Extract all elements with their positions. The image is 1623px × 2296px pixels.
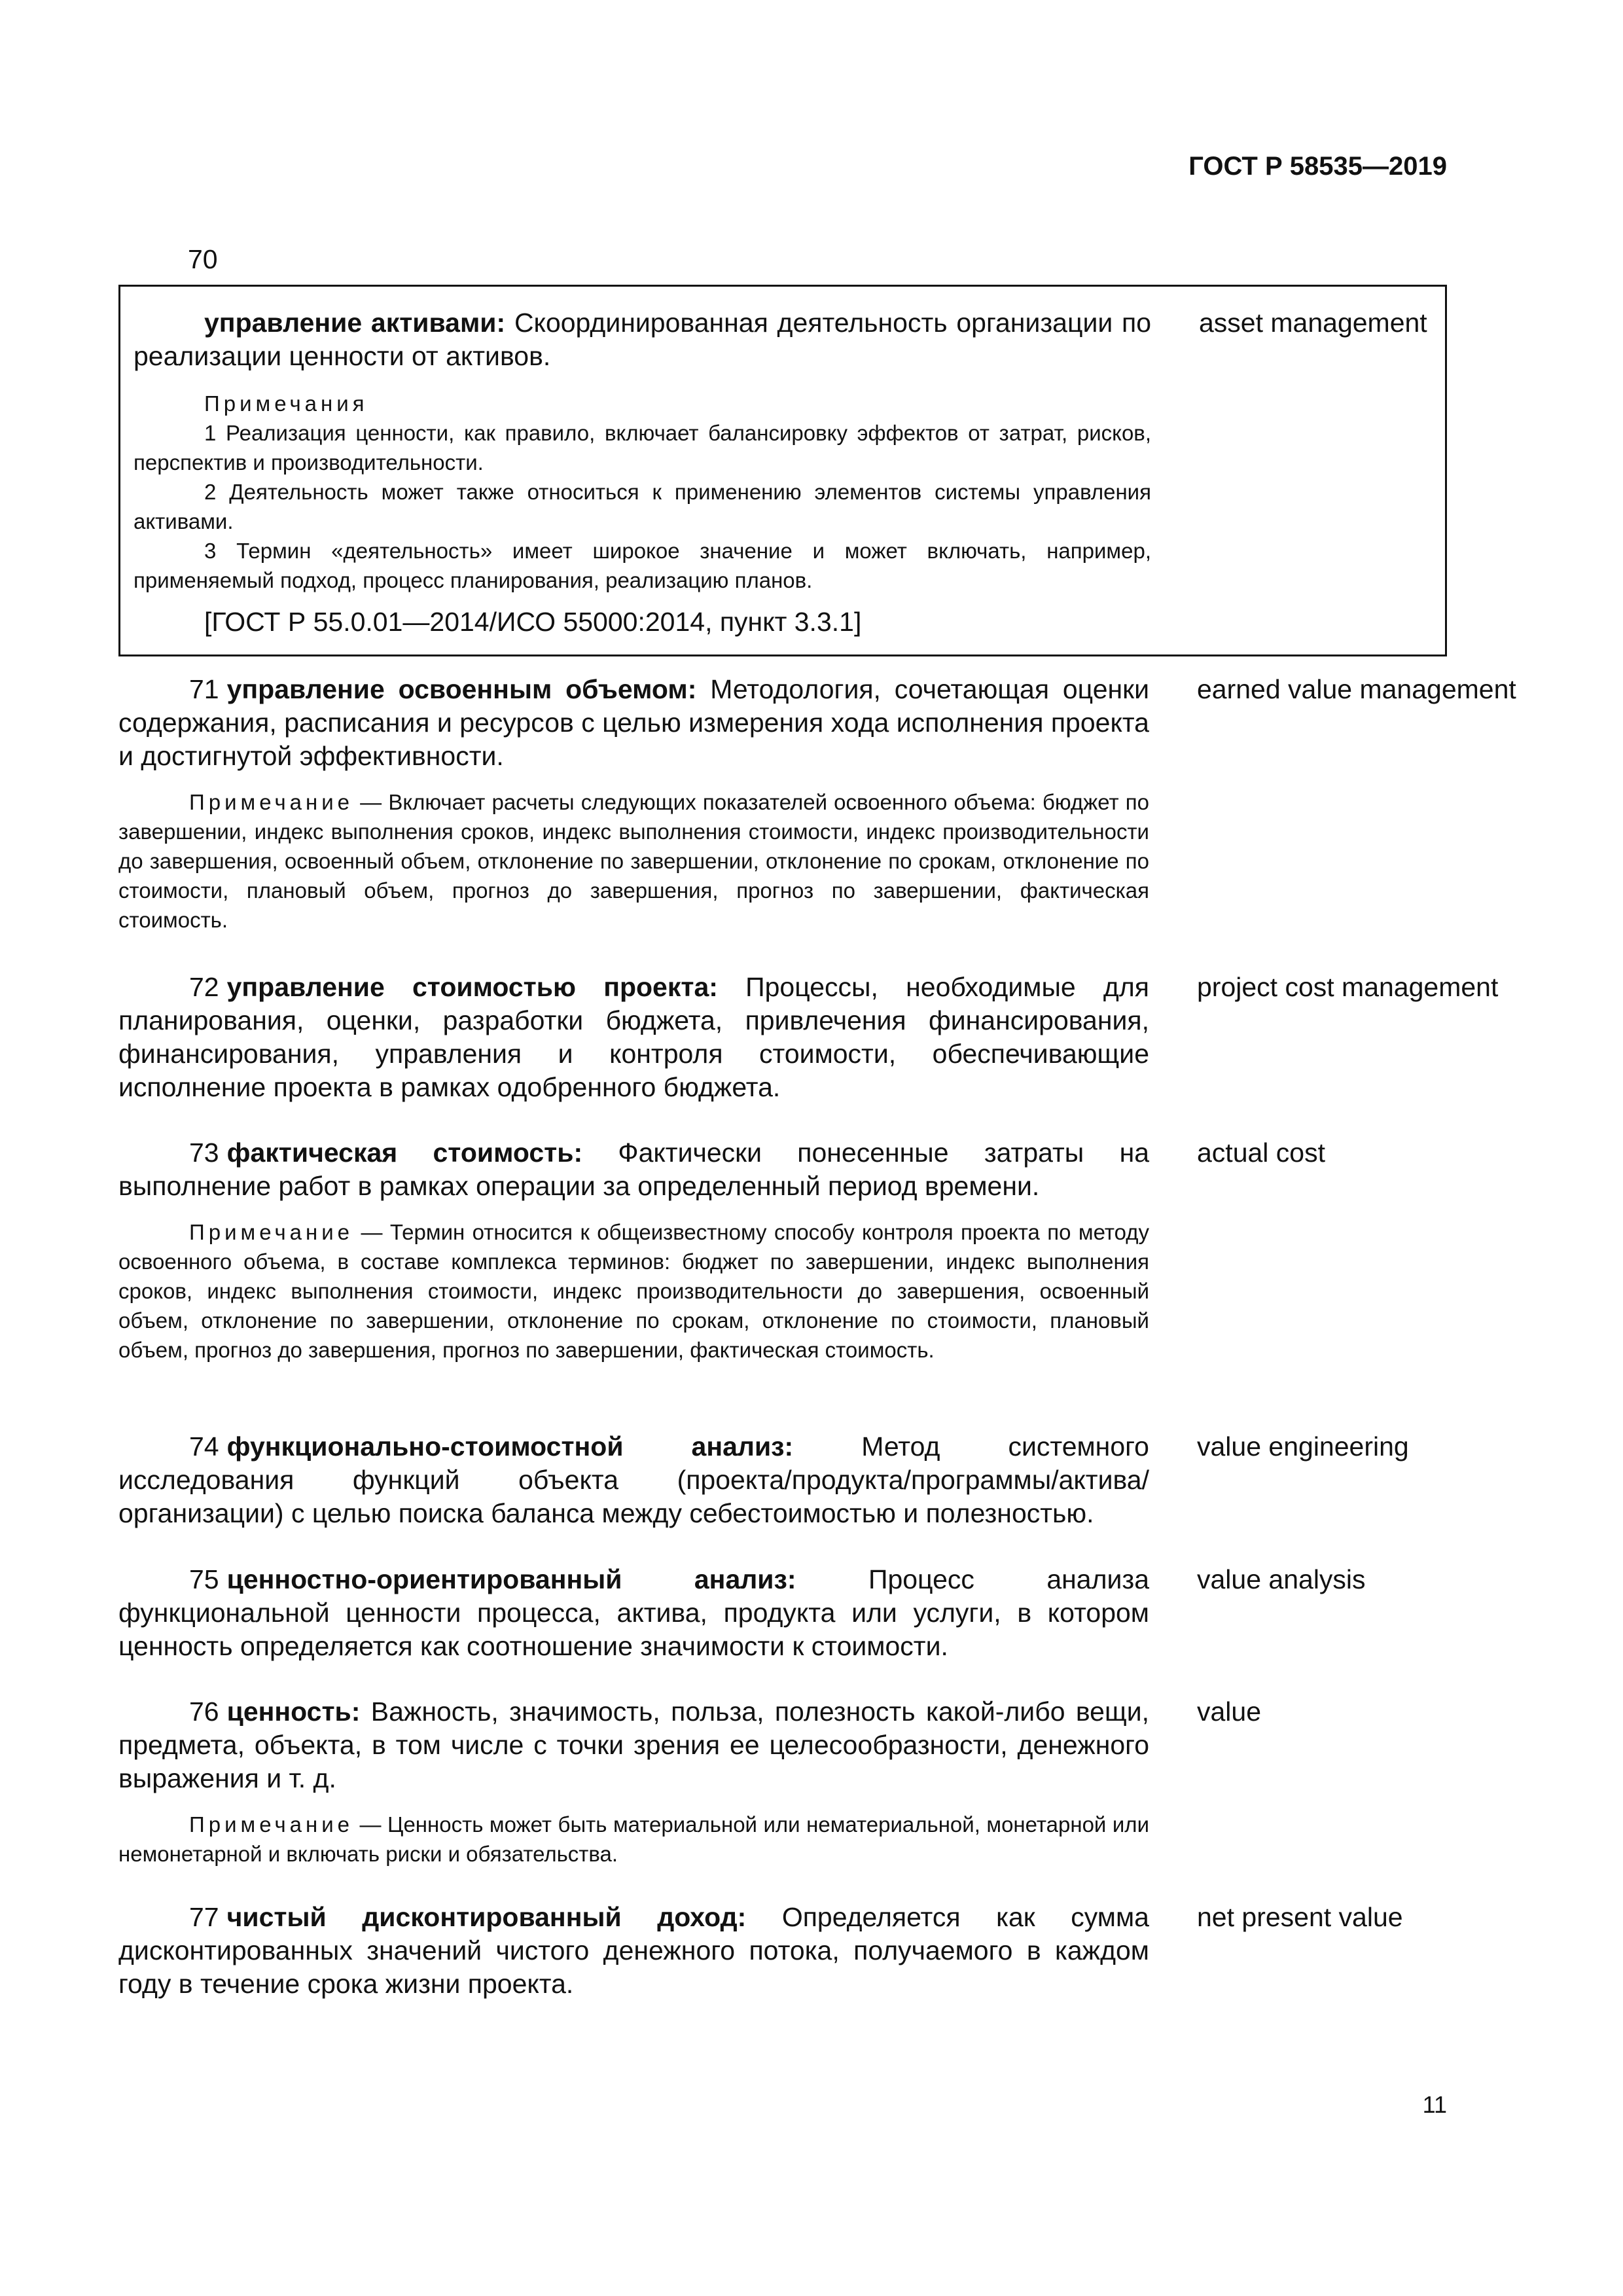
note-label: Примечание xyxy=(189,1220,354,1244)
term-english: value analysis xyxy=(1197,1564,1366,1594)
term-name: управление освоенным объемом: xyxy=(226,674,697,704)
term-russian xyxy=(118,1563,1149,1663)
term-definition: Процесс анализа функциональной ценности процесса, актива, продукта или услуги, в котором ценность определяется как соотношение значимости к стоимости. xyxy=(118,1564,1149,1661)
term-english: value engineering xyxy=(1197,1431,1409,1462)
term-english: net present value xyxy=(1197,1902,1403,1932)
term-russian xyxy=(118,1695,1149,1869)
term-name: фактическая стоимость: xyxy=(226,1138,583,1168)
note-label: Примечание xyxy=(189,790,354,814)
entry-number: 77 xyxy=(189,1902,219,1932)
note-paragraph xyxy=(118,1810,1149,1869)
definition-paragraph xyxy=(118,1136,1149,1203)
document-code: ГОСТ Р 58535—2019 xyxy=(1188,152,1447,181)
note-text: — Термин относится к общеизвестному способу контроля проекта по методу освоенного объема, в составе комплекса терминов: бюджет по завершении, индекс выполнения сроков, индекс выполнения стоимости, индекс производительности до завершения, освоенный объем, отклонение по завершении, отклонение по срокам, отклонение по стоимости, плановый объем, прогноз до завершения, прогноз по завершении, фактическая стоимость. xyxy=(118,1220,1150,1362)
term-definition: Метод системного исследования функций объекта (проекта/продукта/программы/актива/организации) с целью поиска баланса между себестоимостью и полезностью. xyxy=(118,1431,1149,1528)
definition-paragraph xyxy=(118,971,1149,1104)
entry-number: 76 xyxy=(189,1696,219,1727)
note-paragraph xyxy=(118,787,1149,935)
note-text: — Включает расчеты следующих показателей освоенного объема: бюджет по завершении, индекс выполнения сроков, индекс выполнения стоимости, индекс производительности до завершения, освоенный объем, отклонение по завершении, отклонение по срокам, отклонение по стоимости, плановый объем, прогноз до завершения, прогноз по завершении, фактическая стоимость. xyxy=(118,790,1149,932)
note-item: 2 Деятельность может также относиться к применению элементов системы управления активами. xyxy=(134,480,1151,533)
definition-paragraph xyxy=(118,1430,1149,1530)
term-russian xyxy=(118,673,1149,935)
term-english: actual cost xyxy=(1197,1138,1325,1168)
note-text: — Ценность может быть материальной или нематериальной, монетарной или немонетарной и включать риски и обязательства. xyxy=(118,1812,1149,1866)
term-name: чистый дисконтированный доход: xyxy=(226,1902,747,1932)
term-russian xyxy=(118,1136,1149,1365)
definition-paragraph xyxy=(118,1901,1149,2001)
definition-paragraph xyxy=(118,1695,1149,1795)
term-name: управление активами: xyxy=(204,308,506,338)
term-definition: Фактически понесенные затраты на выполнение работ в рамках операции за определенный период времени. xyxy=(118,1138,1150,1201)
entry-number: 74 xyxy=(189,1431,219,1462)
term-english: asset management xyxy=(1199,308,1427,338)
term-name: ценность: xyxy=(226,1696,361,1727)
term-russian xyxy=(134,306,1151,639)
term-name: управление стоимостью проекта: xyxy=(226,972,718,1002)
term-box xyxy=(118,285,1447,656)
definition-paragraph xyxy=(118,673,1149,773)
note-item: 3 Термин «деятельность» имеет широкое значение и может включать, например, применяемый подход, процесс планирования, реализацию планов. xyxy=(134,539,1151,592)
term-name: функционально-стоимостной анализ: xyxy=(226,1431,794,1462)
note-label: Примечание xyxy=(189,1812,354,1837)
term-definition: Скоординированная деятельность организации по реализации ценности от активов. xyxy=(134,308,1151,371)
note-item: 1 Реализация ценности, как правило, включает балансировку эффектов от затрат, рисков, перспектив и производительности. xyxy=(134,421,1151,475)
entry-number: 73 xyxy=(189,1138,219,1168)
entry-number: 75 xyxy=(189,1564,219,1594)
note-paragraph xyxy=(118,1217,1149,1365)
term-english: value xyxy=(1197,1696,1262,1727)
term-definition: Методология, сочетающая оценки содержания, расписания и ресурсов с целью измерения хода исполнения проекта и достигнутой эффективности. xyxy=(118,674,1149,771)
definition-paragraph xyxy=(134,306,1151,373)
term-russian xyxy=(118,971,1149,1104)
page-number: 11 xyxy=(1422,2091,1447,2118)
notes-heading: Примечания xyxy=(204,391,368,416)
entry-number: 71 xyxy=(189,674,219,704)
term-english: earned value management xyxy=(1197,674,1516,704)
definition-paragraph xyxy=(118,1563,1149,1663)
term-russian xyxy=(118,1901,1149,2001)
term-english: project cost management xyxy=(1197,972,1499,1002)
term-russian xyxy=(118,1430,1149,1530)
source-reference: [ГОСТ Р 55.0.01—2014/ИСО 55000:2014, пункт 3.3.1] xyxy=(204,607,862,637)
term-name: ценностно-ориентированный анализ: xyxy=(226,1564,796,1594)
entry-number: 70 xyxy=(188,244,218,274)
term-definition: Определяется как сумма дисконтированных значений чистого денежного потока, получаемого в каждом году в течение срока жизни проекта. xyxy=(118,1902,1149,1999)
entry-number: 72 xyxy=(189,972,219,1002)
term-definition: Процессы, необходимые для планирования, оценки, разработки бюджета, привлечения финансирования, финансирования, управления и контроля стоимости, обеспечивающие исполнение проекта в рамках одобренного бюджета. xyxy=(118,972,1149,1102)
term-definition: Важность, значимость, польза, полезность какой-либо вещи, предмета, объекта, в том числе с точки зрения ее целесообразности, денежного выражения и т. д. xyxy=(118,1696,1149,1793)
